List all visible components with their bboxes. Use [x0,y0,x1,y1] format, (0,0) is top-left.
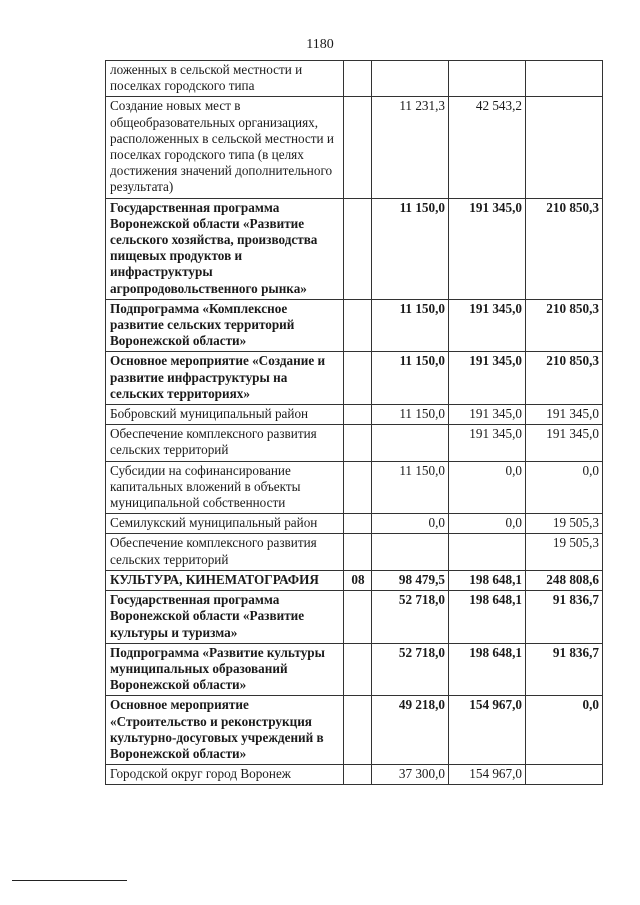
row-value-2021-cell: 191 345,0 [449,299,526,352]
row-code-cell [344,765,372,785]
row-name-cell: Подпрограмма «Развитие культуры муниципальных образований Воронежской области» [106,643,344,696]
row-code-cell [344,299,372,352]
row-value-2022-cell: 0,0 [526,696,603,765]
row-value-2022-cell: 19 505,3 [526,514,603,534]
row-value-2021-cell: 191 345,0 [449,198,526,299]
row-code-cell [344,534,372,570]
row-value-2022-cell: 0,0 [526,461,603,514]
row-value-2020-cell: 11 150,0 [372,405,449,425]
row-value-2020-cell: 0,0 [372,514,449,534]
row-value-2022-cell [526,765,603,785]
row-value-2021-cell [449,534,526,570]
row-name-cell: КУЛЬТУРА, КИНЕМАТОГРАФИЯ [106,570,344,590]
row-code-cell [344,461,372,514]
row-code-cell [344,198,372,299]
budget-table [105,60,603,785]
table-row [106,299,603,352]
row-value-2020-cell: 52 718,0 [372,591,449,644]
row-value-2020-cell: 11 150,0 [372,352,449,405]
table-row [106,425,603,461]
row-code-cell [344,97,372,198]
row-code-cell [344,643,372,696]
row-value-2022-cell: 248 808,6 [526,570,603,590]
row-value-2021-cell: 198 648,1 [449,643,526,696]
row-code-cell [344,61,372,97]
row-value-2021-cell [449,61,526,97]
table-body [106,61,603,785]
table-row [106,643,603,696]
row-value-2022-cell: 191 345,0 [526,425,603,461]
row-name-cell: Обеспечение комплексного развития сельских территорий [106,425,344,461]
row-value-2020-cell: 49 218,0 [372,696,449,765]
footnote-rule [12,880,127,881]
table-row [106,765,603,785]
row-name-cell: Субсидии на софинансирование капитальных вложений в объекты муниципальной собственности [106,461,344,514]
row-value-2020-cell: 37 300,0 [372,765,449,785]
row-value-2021-cell: 198 648,1 [449,591,526,644]
row-value-2021-cell: 154 967,0 [449,765,526,785]
row-code-cell [344,591,372,644]
table-row [106,352,603,405]
row-value-2020-cell: 98 479,5 [372,570,449,590]
row-value-2022-cell: 19 505,3 [526,534,603,570]
row-name-cell: Подпрограмма «Комплексное развитие сельских территорий Воронежской области» [106,299,344,352]
row-name-cell: Городской округ город Воронеж [106,765,344,785]
row-code-cell [344,405,372,425]
row-code-cell [344,696,372,765]
row-name-cell: Семилукский муниципальный район [106,514,344,534]
row-value-2020-cell: 52 718,0 [372,643,449,696]
table-row [106,97,603,198]
row-value-2020-cell: 11 150,0 [372,461,449,514]
table-row [106,198,603,299]
row-value-2020-cell [372,61,449,97]
row-value-2022-cell: 210 850,3 [526,198,603,299]
row-name-cell: Обеспечение комплексного развития сельских территорий [106,534,344,570]
row-value-2021-cell: 0,0 [449,461,526,514]
row-value-2022-cell: 91 836,7 [526,591,603,644]
row-value-2021-cell: 198 648,1 [449,570,526,590]
table-row [106,570,603,590]
row-value-2022-cell: 191 345,0 [526,405,603,425]
row-value-2022-cell: 210 850,3 [526,299,603,352]
row-name-cell: ложенных в сельской местности и поселках городского типа [106,61,344,97]
row-value-2021-cell: 191 345,0 [449,425,526,461]
table-row [106,405,603,425]
row-code-cell [344,514,372,534]
table-row [106,514,603,534]
row-value-2022-cell: 91 836,7 [526,643,603,696]
row-value-2021-cell: 0,0 [449,514,526,534]
row-value-2022-cell: 210 850,3 [526,352,603,405]
table-row [106,696,603,765]
row-name-cell: Государственная программа Воронежской области «Развитие культуры и туризма» [106,591,344,644]
table-row [106,61,603,97]
page-number: 1180 [306,37,334,52]
table-row [106,461,603,514]
row-value-2021-cell: 191 345,0 [449,405,526,425]
row-value-2020-cell: 11 231,3 [372,97,449,198]
row-value-2020-cell [372,534,449,570]
row-name-cell: Создание новых мест в общеобразовательных организациях, расположенных в сельской местности и поселках городского типа (в целях достижения значений дополнительного результата) [106,97,344,198]
table-row [106,534,603,570]
row-value-2021-cell: 42 543,2 [449,97,526,198]
row-code-cell [344,352,372,405]
row-value-2022-cell [526,97,603,198]
row-code-cell: 08 [344,570,372,590]
row-name-cell: Основное мероприятие «Создание и развитие инфраструктуры на сельских территориях» [106,352,344,405]
row-name-cell: Основное мероприятие «Строительство и реконструкция культурно-досуговых учреждений в Воронежской области» [106,696,344,765]
row-value-2020-cell: 11 150,0 [372,198,449,299]
row-name-cell: Бобровский муниципальный район [106,405,344,425]
row-value-2021-cell: 154 967,0 [449,696,526,765]
row-value-2020-cell: 11 150,0 [372,299,449,352]
row-value-2022-cell [526,61,603,97]
table-row [106,591,603,644]
row-code-cell [344,425,372,461]
row-name-cell: Государственная программа Воронежской области «Развитие сельского хозяйства, производства пищевых продуктов и инфраструктуры агропродовольственного рынка» [106,198,344,299]
row-value-2021-cell: 191 345,0 [449,352,526,405]
row-value-2020-cell [372,425,449,461]
